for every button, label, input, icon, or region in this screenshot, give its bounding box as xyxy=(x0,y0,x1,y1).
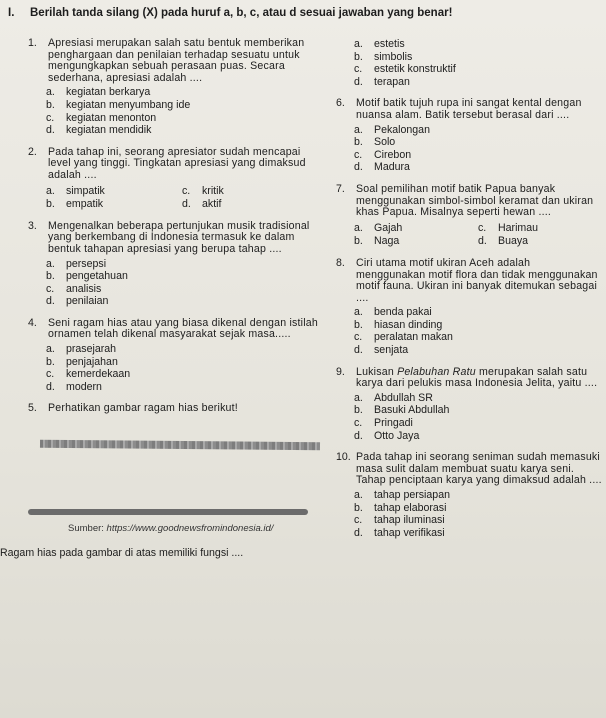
question-text: Motif batik tujuh rupa ini sangat kental dengan nuansa alam. Batik tersebut berasal dari .... xyxy=(356,97,582,121)
option[interactable]: a. prasejarah xyxy=(46,343,117,356)
option[interactable]: a. tahap persiapan xyxy=(354,489,450,501)
question-text: Apresiasi merupakan salah satu bentuk memberikan penghargaan dan penilaian terhadap sesuatu untuk mengungkapkan sebuah perasaan puas. Secara sederhana, apresiasi adalah .... xyxy=(48,37,305,84)
option[interactable]: b. simbolis xyxy=(354,50,413,63)
question-text: Seni ragam hias atau yang biasa dikenal dengan istilah ornamen telah dikenal masyarakat sejak masa..... xyxy=(48,316,318,341)
question-8: 8. Ciri utama motif ukiran Aceh adalah menggunakan motif flora dan tidak menggunakan motif fauna. Ukiran ini banyak ditemukan sebagai .... xyxy=(336,258,602,304)
left-column xyxy=(0,37,318,559)
question-text: Pada tahap ini seorang seniman sudah memasuki masa sulit dalam membuat suatu karya seni. Tahap penciptaan karya yang dimaksud adalah .... xyxy=(356,451,602,487)
question-7: 7. Soal pemilihan motif batik Papua banyak menggunakan simbol-simbol keramat dan ukiran khas Papua. Misalnya seperti hewan .... xyxy=(336,184,602,219)
option[interactable]: d. kegiatan mendidik xyxy=(46,124,152,137)
option[interactable]: b. Solo xyxy=(354,136,396,149)
option[interactable]: d. aktif xyxy=(182,198,222,211)
section-number: I. xyxy=(8,7,15,19)
option[interactable]: b. hiasan dinding xyxy=(354,318,443,331)
option[interactable]: a. simpatik xyxy=(46,184,105,197)
option[interactable]: d. tahap verifikasi xyxy=(354,526,445,539)
option-grid xyxy=(354,222,602,249)
option[interactable]: b. Naga xyxy=(354,235,400,248)
option-grid xyxy=(46,185,318,212)
option[interactable]: a. estetis xyxy=(354,38,405,50)
question-1: 1. Apresiasi merupakan salah satu bentuk memberikan penghargaan dan penilaian terhadap sesuatu untuk mengungkapkan sebuah perasaan puas. Secara sederhana, apresiasi adalah .... xyxy=(28,38,318,84)
option[interactable]: d. terapan xyxy=(354,75,410,88)
option[interactable]: a. Pekalongan xyxy=(354,123,430,136)
ornament-image xyxy=(28,419,318,519)
question-text: Ciri utama motif ukiran Aceh adalah menggunakan motif flora dan tidak menggunakan motif fauna. Ukiran ini banyak ditemukan sebagai .... xyxy=(356,256,598,304)
question-2: 2. Pada tahap ini, seorang apresiator sudah mencapai level yang tinggi. Tingkatan apresiasi yang dimaksud adalah .... xyxy=(28,147,318,182)
option[interactable]: c. Harimau xyxy=(478,221,539,234)
image-source: Sumber: https://www.goodnewsfromindonesia.id/ xyxy=(68,523,274,535)
instruction-header xyxy=(8,6,598,20)
question-5: 5. Perhatikan gambar ragam hias berikut! xyxy=(28,403,318,415)
option[interactable]: d. Madura xyxy=(354,161,410,174)
option[interactable]: d. senjata xyxy=(354,344,409,357)
option[interactable]: d. modern xyxy=(46,380,102,393)
option[interactable]: d. penilaian xyxy=(46,295,109,308)
option[interactable]: b. Basuki Abdullah xyxy=(354,404,450,417)
option[interactable]: c. Pringadi xyxy=(354,417,413,430)
option[interactable]: c. kegiatan menonton xyxy=(46,111,157,124)
option[interactable]: b. penjajahan xyxy=(46,355,118,368)
ornament-strip-bottom xyxy=(28,509,308,515)
option[interactable]: c. kemerdekaan xyxy=(46,368,131,381)
question-3: 3. Mengenalkan beberapa pertunjukan musik tradisional yang berkembang di Indonesia termasuk ke dalam bentuk tahapan apresiasi yang berupa tahap .... xyxy=(28,221,318,256)
option[interactable]: c. Cirebon xyxy=(354,148,412,161)
option[interactable]: c. peralatan makan xyxy=(354,331,453,344)
option[interactable]: d. Buaya xyxy=(478,235,529,248)
option[interactable]: a. Abdullah SR xyxy=(354,391,433,404)
option[interactable]: c. analisis xyxy=(46,282,102,295)
question-6: 6. Motif batik tujuh rupa ini sangat kental dengan nuansa alam. Batik tersebut berasal dari .... xyxy=(336,98,602,121)
option[interactable]: a. benda pakai xyxy=(354,306,432,319)
option[interactable]: c. tahap iluminasi xyxy=(354,514,445,527)
option[interactable]: b. kegiatan menyumbang ide xyxy=(46,98,191,111)
question-9: 9. Lukisan Pelabuhan Ratu merupakan salah satu karya dari pelukis masa Indonesia Jelita, yaitu .... xyxy=(336,367,602,390)
question-10: 10. Pada tahap ini seorang seniman sudah memasuki masa sulit dalam membuat suatu karya seni. Tahap penciptaan karya yang dimaksud adalah .... xyxy=(336,451,602,487)
option[interactable]: b. tahap elaborasi xyxy=(354,501,447,514)
option[interactable]: a. Gajah xyxy=(354,221,403,234)
question-text: Soal pemilihan motif batik Papua banyak menggunakan simbol-simbol keramat dan ukiran khas Papua. Misalnya seperti hewan .... xyxy=(356,182,594,219)
question-4: 4. Seni ragam hias atau yang biasa dikenal dengan istilah ornamen telah dikenal masyarakat sejak masa..... xyxy=(28,316,318,341)
right-column xyxy=(336,38,602,540)
option[interactable]: d. Otto Jaya xyxy=(354,429,420,442)
question-text: Perhatikan gambar ragam hias berikut! xyxy=(48,402,238,415)
option[interactable]: c. kritik xyxy=(182,184,224,197)
ornament-strip-top xyxy=(40,440,320,450)
option[interactable]: a. persepsi xyxy=(46,257,107,270)
option[interactable]: a. kegiatan berkarya xyxy=(46,86,151,99)
question-5-prompt: Ragam hias pada gambar di atas memiliki fungsi .... xyxy=(0,546,244,559)
option[interactable]: b. empatik xyxy=(46,198,104,211)
section-instruction: Berilah tanda silang (X) pada huruf a, b, c, atau d sesuai jawaban yang benar! xyxy=(30,7,453,19)
question-text: Mengenalkan beberapa pertunjukan musik tradisional yang berkembang di Indonesia termasuk ke dalam bentuk tahapan apresiasi yang berupa tahap .... xyxy=(48,219,310,255)
question-text: Pada tahap ini, seorang apresiator sudah mencapai level yang tinggi. Tingkatan apresiasi yang dimaksud adalah .... xyxy=(48,145,306,181)
option[interactable]: b. pengetahuan xyxy=(46,270,128,283)
option[interactable]: c. estetik konstruktif xyxy=(354,63,456,76)
question-text: Lukisan Pelabuhan Ratu merupakan salah satu karya dari pelukis masa Indonesia Jelita, yaitu .... xyxy=(356,365,598,390)
